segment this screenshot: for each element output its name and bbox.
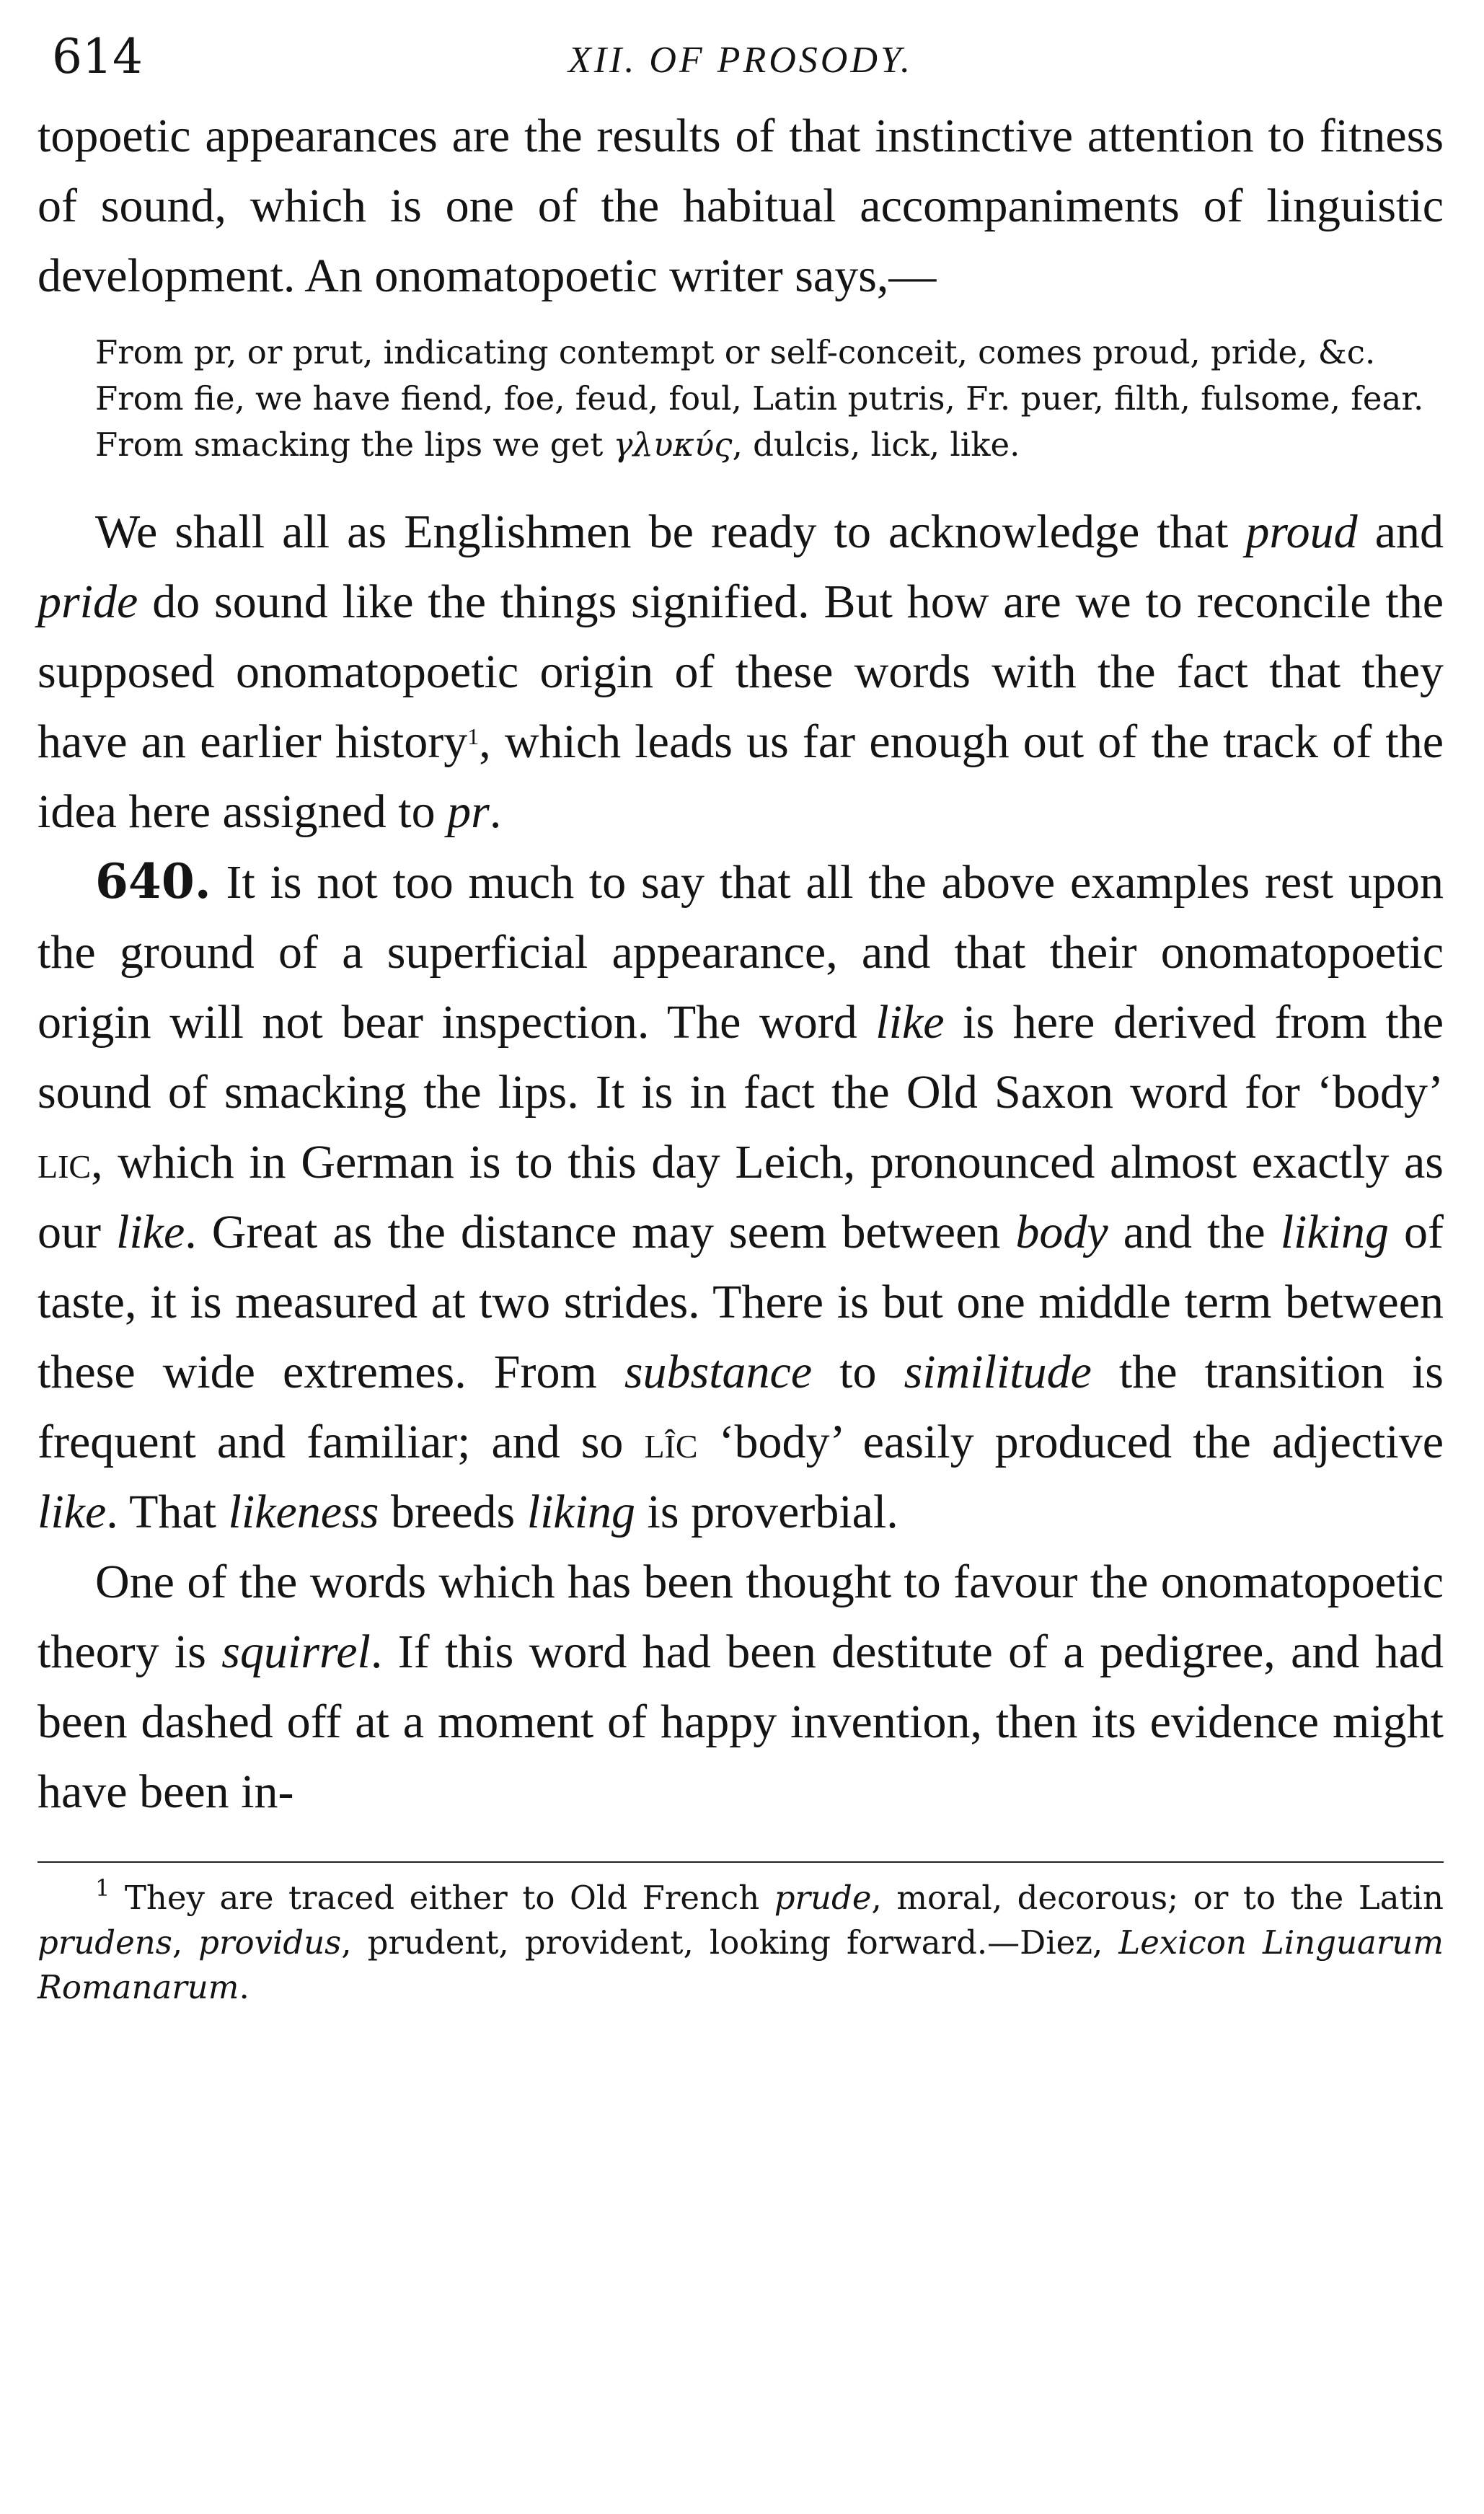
body-text <box>37 101 1444 311</box>
page-number: 614 <box>52 29 143 84</box>
paragraph-640: 640. It is not too much to say that all the above examples rest upon the ground of a superficial appearance, and that their onomatopoetic origin will not bear inspection. The word like is here derived from the sound of smacking the lips. It is in fact the Old Saxon word for ‘body’ lic, which in German is to this day Leich, pronounced almost exactly as our like. Great as the distance may seem between body and the liking of taste, it is measured at two strides. There is but one middle term between these wide extremes. From substance to similitude the transition is frequent and familiar; and so lîc ‘body’ easily produced the adjective like. That likeness breeds liking is proverbial. <box>37 853 1444 1538</box>
paragraph-continuation: topoetic appearances are the results of that instinctive attention to fitness of sound, which is one of the habitual accompaniments of linguistic development. An onomatopoetic writer says,— <box>37 110 1444 302</box>
paragraph: One of the words which has been thought to favour the onomatopoetic theory is squirrel. If this word had been destitute of a pedigree, and had been dashed off at a moment of happy invention, then its evidence might have been in- <box>37 1556 1444 1818</box>
footnote-text: $^1$ They are traced either to Old French prude, moral, decorous; or to the Latin prudens, providus, prudent, provident, looking forward.—Diez, Lexicon Linguarum Romanarum. <box>37 1874 1444 2006</box>
footnote-divider <box>37 1861 1444 1863</box>
body-text-main <box>37 497 1444 1827</box>
quote-line: From pr, or prut, indicating contempt or self-conceit, comes proud, pride, &c. <box>95 333 1376 371</box>
quote-line: From smacking the lips we get γλυκύς, dulcis, lick, like. <box>95 425 1020 464</box>
footnote <box>37 1876 1444 2010</box>
paragraph: We shall all as Englishmen be ready to acknowledge that proud and pride do sound like the things signified. But how are we to reconcile the supposed onomatopoetic origin of these words with the fact that they have an earlier history$^1$, which leads us far enough out of the track of the idea here assigned to pr. <box>37 506 1444 838</box>
footnote-marker: 1 <box>95 1874 110 1902</box>
book-page <box>37 29 1444 2010</box>
page-header <box>37 29 1444 101</box>
quote-line: From fie, we have fiend, foe, feud, foul, Latin putris, Fr. puer, filth, fulsome, fear. <box>95 379 1424 418</box>
running-head: XII. OF PROSODY. <box>567 40 914 81</box>
footnote-reference: 1 <box>467 723 480 749</box>
section-number: 640. <box>95 853 211 909</box>
quoted-examples <box>37 330 1444 468</box>
